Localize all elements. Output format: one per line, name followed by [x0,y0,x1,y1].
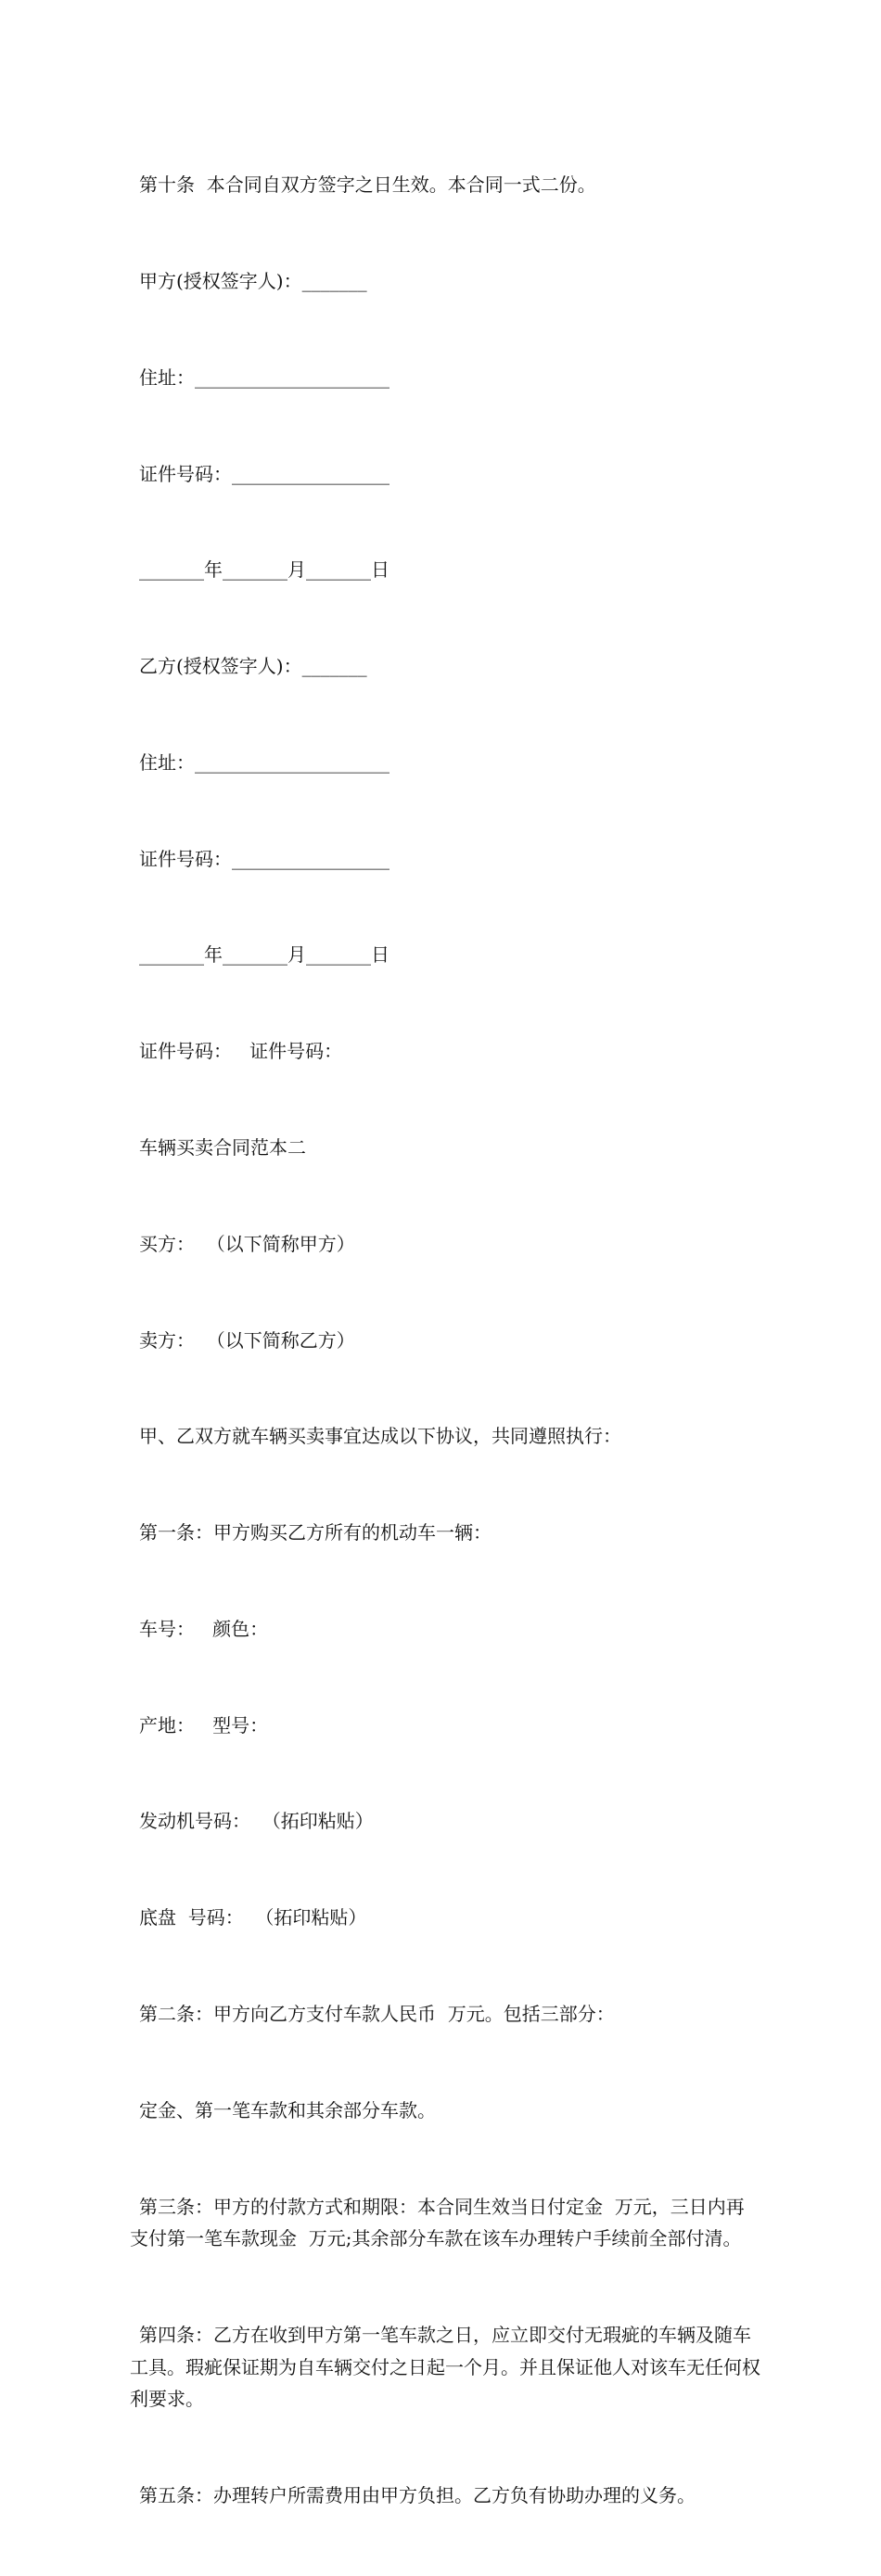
article-ten-line: 第十条 本合同自双方签字之日生效。本合同一式二份。 [139,173,596,197]
party-b-signatory-line: 乙方(授权签字人)：_______ [139,655,367,678]
contract-title: 车辆买卖合同范本二 [139,1136,306,1159]
party-b-id-number-line: 证件号码：_________________ [139,847,389,870]
article-three-paragraph: 第三条：甲方的付款方式和期限：本合同生效当日付定金 万元，三日内再支付第一笔车款现金 万元;其余部分车款在该车办理转户手续前全部付清。 [130,2195,745,2250]
buyer-line: 买方： （以下简称甲方） [139,1232,355,1255]
article-five-paragraph: 第五条：办理转户所需费用由甲方负担。乙方负有协助办理的义务。 [139,2483,696,2506]
party-a-signatory-line: 甲方(授权签字人)：_______ [139,269,367,292]
article-two-continuation-line: 定金、第一笔车款和其余部分车款。 [139,2098,436,2121]
party-b-date-line: _______年_______月_______日 [139,943,389,967]
engine-number-line: 发动机号码： （拓印粘贴） [139,1810,374,1833]
agreement-intro-line: 甲、乙双方就车辆买卖事宜达成以下协议，共同遵照执行： [139,1425,621,1448]
article-four-paragraph: 第四条：乙方在收到甲方第一笔车款之日，应立即交付无瑕疵的车辆及随车工具。瑕疵保证期为自车辆交付之日起一个月。并且保证他人对该车无任何权利要求。 [130,2323,760,2411]
seller-line: 卖方： （以下简称乙方） [139,1328,355,1352]
origin-model-line: 产地： 型号： [139,1713,269,1737]
chassis-number-line: 底盘 号码： （拓印粘贴） [139,1906,367,1929]
party-b-address-line: 住址：_____________________ [139,750,389,774]
party-a-address-line: 住址：_____________________ [139,365,389,389]
party-a-id-number-line: 证件号码：_________________ [139,462,389,485]
party-a-date-line: _______年_______月_______日 [139,558,389,582]
article-one-line: 第一条：甲方购买乙方所有的机动车一辆： [139,1521,492,1544]
document-body [130,105,760,2576]
id-numbers-line: 证件号码： 证件号码： [139,1040,343,1063]
article-two-line: 第二条：甲方向乙方支付车款人民币 万元。包括三部分： [139,2003,615,2026]
plate-color-line: 车号： 颜色： [139,1617,269,1640]
